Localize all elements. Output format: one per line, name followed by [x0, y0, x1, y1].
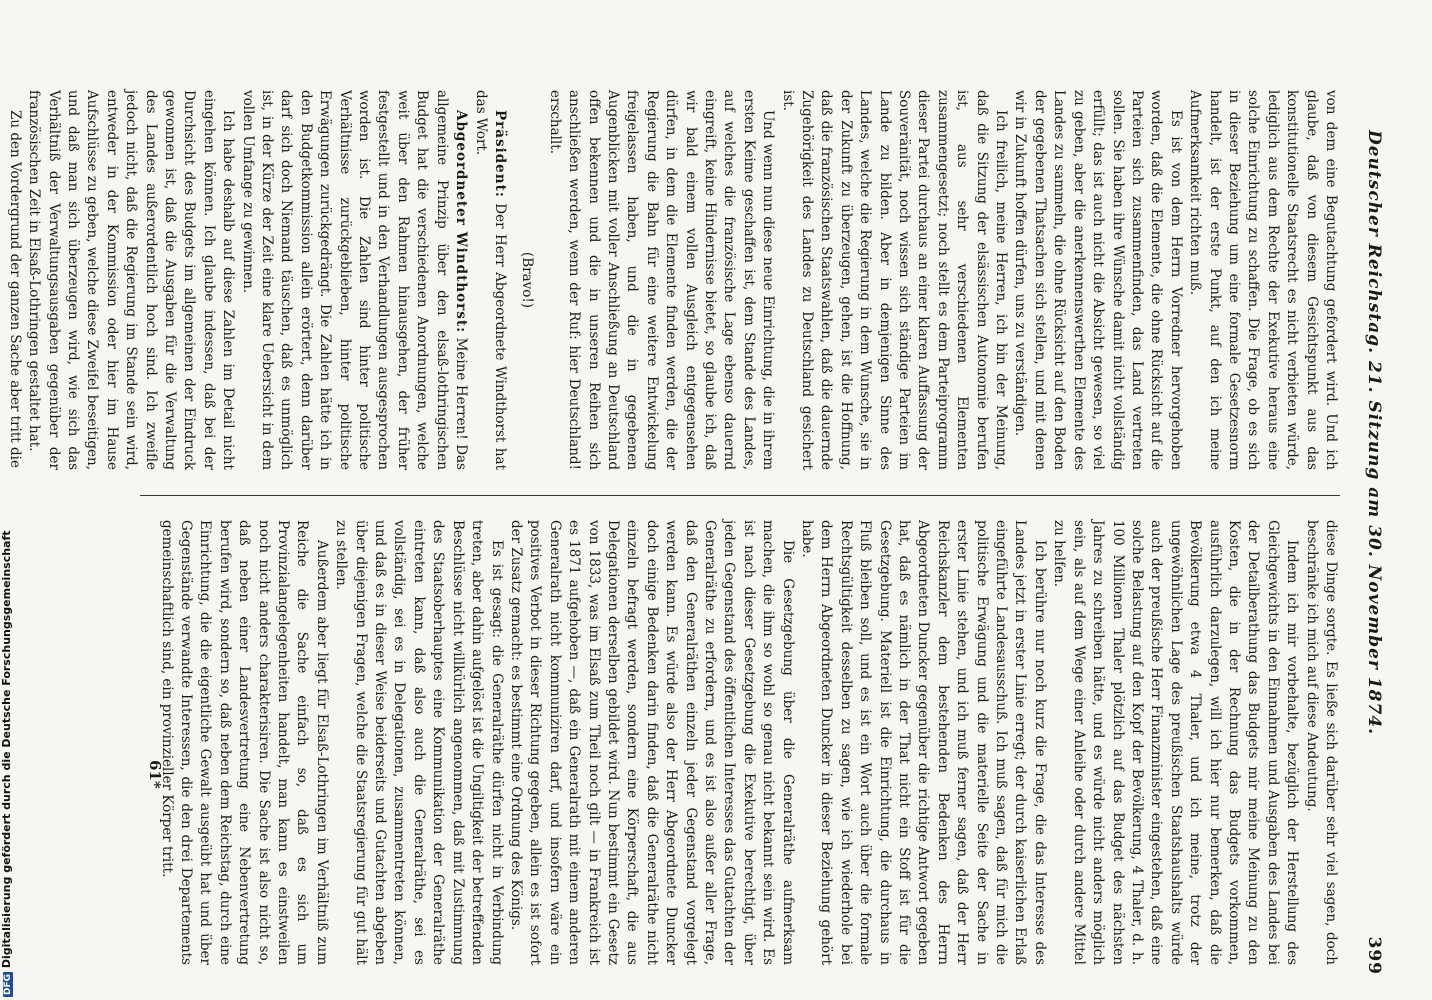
left-paragraph: Es ist von dem Herrn Vorredner hervorgehoben worden, daß die Elemente, die ohne Rücksicht auf die Parteien sich zusammenfinden, das Land vertreten sollen. Sie haben ihre Wünsche damit nicht vollständig erfüllt; das ist auch nicht die Absicht gewesen, so viel zu geben, aber die anerkennenswerthen Elemente des Landes zu sammeln, die ohne Rücksicht auf den Boden der gegebenen Thatsachen sich stellen, und mit denen wir in Zukunft hoffen dürfen, uns zu verständigen.	[1012, 90, 1184, 470]
right-paragraph: Es ist gesagt: die Generalräthe dürfen nicht in Verbindung treten, aber dahin aufgelöst ist die Ungiltigkeit der betreffenden Beschlüsse nicht willkürlich angenommen, daß mit Zustimmung des Staatsoberhauptes eine Kommunikation der Generalräthe eintreten kann, daß also auch die Generalräthe, sei es vollständig, sei es in Delegationen, zusammentreten können, und daß es in dieser Weise beiderseits und Gutachten abgeben über diejenigen Fragen, welche die Staatsregierung für gut hält zu stellen.	[333, 520, 505, 965]
right-paragraph: Ich berühre nur noch kurz die Frage, die das Interesse des Landes jetzt in erster Linie erregt; der durch kaiserlichen Erlaß eingeführte Landesausschuß. Ich muß sagen, daß für mich die politische Erwägung und die materielle Seite der Sache in erster Linie stehen, und ich muß ferner sagen, daß der Herr Reichskanzler dem bestehenden Bedenken des Herrn Abgeordneten Duncker gegenüber die richtige Antwort gegeben hat, daß es nämlich in der That nicht ein Stoff ist für die Gesetzgebung. Materiell ist die Einrichtung, die durchaus in Fluß bleiben soll, und es ist ein Wort auch über die formale Rechtsgültigkeit desselben zu sagen, wie ich wiederhole bei dem Herrn Abgeordneten Duncker in dieser Beziehung gehört habe.	[799, 520, 1048, 965]
speaker-label: Abgeordneter Windthorst:	[453, 110, 470, 334]
bravo-note: (Bravo!)	[519, 251, 536, 309]
right-paragraph: Außerdem aber liegt für Elsaß-Lothringen im Verhältniß zum Reiche die Sache einfach so, daß es sich um Provinzialangelegenheiten handelt, man kann es einstweilen noch nicht anders charakterisiren. Die Sache ist also nicht so, daß neben einer Landesvertretung eine Nebenvertretung berufen wird, sondern so, daß neben dem Reichstag, durch eine Einrichtung, die die eigentliche Gewalt ausgeübt hat und über Gegenstände verwandte Interessen, die den drei Departements gemeinschaftlich sind, ein provinzieller Körper tritt.	[158, 520, 330, 965]
left-paragraph: von dem eine Begutachtung gefordert wird. Und ich glaube, daß von diesem Gesichtspunkt aus das konstitutionelle Staatsrecht es nicht verbieten würde, lediglich aus dem Rechte der Exekutive heraus eine solche Einrichtung zu schaffen. Die Frage, ob es sich in dieser Beziehung um eine formale Gesetzesnorm handelt, ist der erste Punkt, auf den ich meine Aufmerksamkeit richten muß.	[1187, 90, 1339, 470]
speaker-paragraph: Ich habe deshalb auf diese Zahlen im Detail nicht eingehen können. Ich glaube indessen, daß bei der Durchsicht des Budgets im allgemeinen der Eindruck gewonnen ist, daß die Ausgaben für die Verwaltung des Landes außerordentlich hoch sind. Ich zweifle jedoch nicht, daß die Regierung im Stande sein wird, entweder in der Kommission oder hier im Hause Aufschlüsse zu geben, welche diese Zweifel beseitigen, und daß man sich überzeugen wird, wie sich das Verhältniß der Verwaltungsausgaben gegenüber der französischen Zeit in Elsaß-Lothringen gestaltet hat.	[26, 90, 237, 470]
attribution-text: Digitalisierung gefördert durch die Deutsche Forschungsgemeinschaft	[0, 530, 13, 969]
right-paragraph: diese Dinge sorgte. Es ließe sich darüber sehr viel sagen, doch beschränke ich mich auf diese Andeutung.	[1303, 520, 1339, 965]
signature-mark: 61*	[146, 760, 164, 789]
page-header	[1352, 0, 1392, 1000]
column-divider	[140, 495, 1340, 496]
left-column	[6, 90, 1340, 470]
president-text: Der Herr Abgeordnete Windthorst hat das Wort.	[472, 90, 508, 470]
right-column	[140, 520, 1340, 965]
speaker-paragraph: Zu den Vordergrund der ganzen Sache aber tritt die	[6, 110, 23, 468]
right-paragraph: Indem ich mir vorbehalte, bezüglich der Herstellung des Gleichgewichts in den Einnahmen und Ausgaben des Landes bei der Detailberathung das Budgets mir meine Meinung zu den Kosten, die in der Rechnung das Budgets vorkommen, ausführlich darzulegen, will ich hier nur bemerken, daß die Bevölkerung etwa 4 Thaler, und ich meine, trotz der ungewöhnlichen Lage des preußischen Staatshaushalts würde auch der preußische Herr Finanzminister eingestehen, daß eine solche Belastung auf den Kopf der Bevölkerung, 4 Thaler, d. h. 100 Millionen Thaler plötzlich auf das Budget des nächsten Jahres zu schreiben hätte, und es würde nicht anders möglich sein, als auf dem Wege einer Anleihe oder durch andere Mittel zu helfen.	[1051, 520, 1301, 965]
page-number: 399	[1364, 936, 1384, 975]
right-paragraph: Die Gesetzgebung über die Generalräthe aufmerksam machen, die ihm so wohl so genau nicht bekannt sein wird. Es ist nach dieser Gesetzgebung die Exekutive berechtigt, über jeden Gegenstand des öffentlichen Interesses das Gutachten der Generalräthe zu erfordern, und es ist also außer aller Frage, daß den Generalräthen einzeln jeder Gegenstand vorgelegt werden kann. Es würde also der Herr Abgeordnete Duncker doch einige Bedenken darin finden, daß die Generalräthe nicht einzeln befragt werden, sondern eine Körperschaft, die aus Delegationen derselben gebildet wird. Nun bestimmt ein Gesetz von 1833, was im Elsaß zum Theil noch gilt — in Frankreich ist es 1871 aufgehoben —, daß ein Generalrath mit einem anderen Generalrath nicht kommuniziren darf, und insofern wäre ein positives Verbot in dieser Richtung gegeben, allein es ist sofort der Zusatz gemacht: es bestimmt eine Ordnung des Königs.	[507, 520, 796, 965]
left-paragraph: Und wenn nun diese neue Einrichtung, die in ihrem ersten Keime geschaffen ist, dem Stande des Landes, auf welches die französische Lage ebenso dauernd eingreift, keine Hindernisse bietet, so glaube ich, daß wir bald einem vollen Ausgleich entgegensehen dürfen, in dem die Elemente finden werden, die der Regierung die Bahn für eine weitere Entwickelung freigelassen haben, und die in gegebenen Augenblicken mit voller Anschließung an Deutschland offen bekennen und die in unseren Reihen sich anschließen werden, wenn der Ruf: hier Deutschland! erschallt.	[546, 90, 777, 470]
speaker-paragraph: Meine Herren! Das allgemeine Prinzip über den elsaß-lothringischen Budget hat die verschiedenen Anordnungen, welche weit über den Rahmen hinausgehen, der früher festgestellt und in den Verhandlungen ausgesprochen worden ist. Die Zahlen sind hinter politische Verhältnisse zurückgeblieben, hinter politische Erwägungen zurückgedrängt. Die Zahlen hätte ich in den Budgetkommission allein erörtert, denn darüber darf sich doch Niemand täuschen, daß es unmöglich ist, in der Kürze der Zeit eine klare Uebersicht in dem vollen Umfange zu gewinnen.	[239, 90, 470, 470]
dfg-logo-icon: DFG	[3, 973, 13, 995]
president-label: Präsident:	[491, 110, 508, 198]
left-paragraph: Ich freilich, meine Herren, ich bin der Meinung, daß die Sitzung der elsässischen Autonomie berufen ist, aus sehr verschiedenen Elementen zusammengesetzt; noch stellt es dem Parteiprogramm dieser Partei durchaus an einer klaren Auffassung der Souveränität, noch wissen sich ständige Parteien im Lande zu bilden. Aber in demjenigen Sinne des Landes, welche die Regierung in dem Wunsche, sie in der Zukunft zu überzeugen, gehen, ist die Hoffnung, daß die französischen Staatswahlen, daß die dauernde Zugehörigkeit des Landes zu Deutschland gesichert ist.	[779, 90, 1010, 470]
digitization-attribution	[0, 0, 16, 1000]
running-head: Deutscher Reichstag. 21. Sitzung am 30. November 1874.	[1364, 130, 1384, 736]
